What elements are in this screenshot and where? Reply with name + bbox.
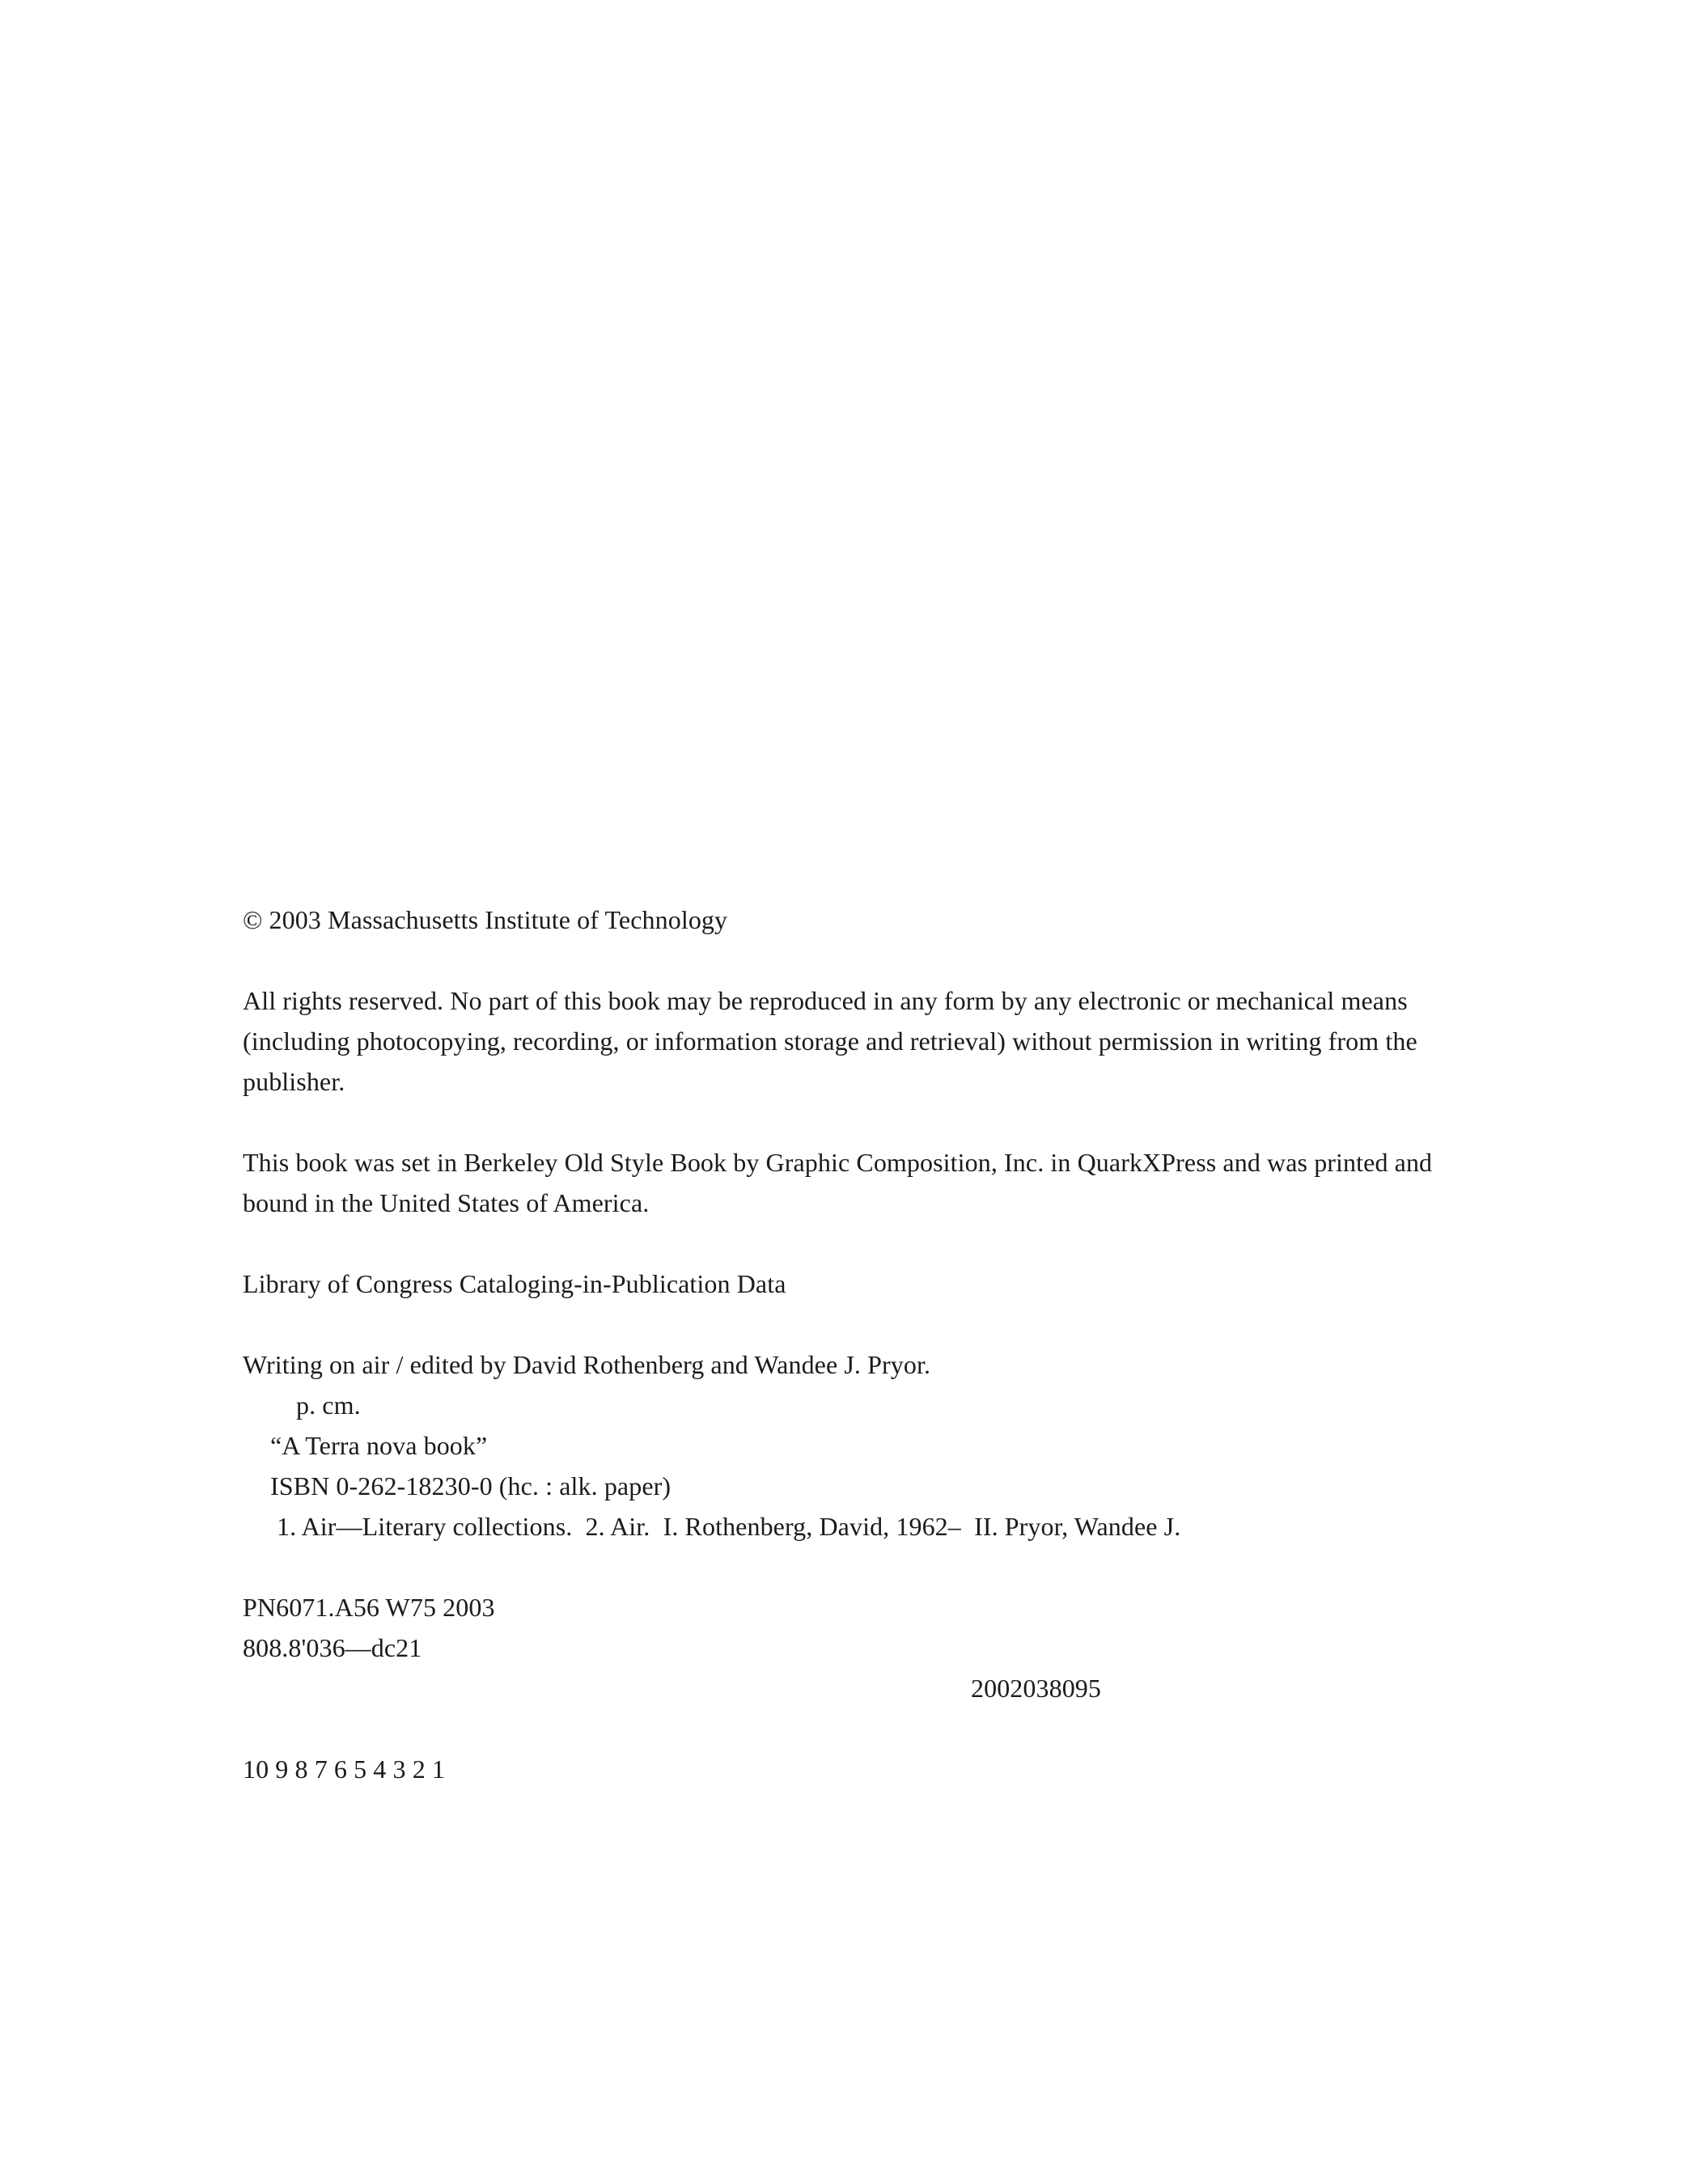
spacer	[243, 940, 1472, 980]
spacer	[243, 1547, 1472, 1587]
dewey-number: 808.8'036—dc21	[243, 1633, 422, 1662]
production-line-1: This book was set in Berkeley Old Style Book by Graphic Composition, Inc. in QuarkXPress and was printed and	[243, 1148, 1433, 1177]
cip-series: “A Terra nova book”	[270, 1431, 488, 1460]
copyright-notice: © 2003 Massachusetts Institute of Technology	[243, 905, 728, 934]
spacer	[243, 1304, 1472, 1344]
lccn: 2002038095	[971, 1674, 1101, 1703]
cip-isbn: ISBN 0-262-18230-0 (hc. : alk. paper)	[270, 1471, 672, 1500]
cip-subjects: 1. Air—Literary collections. 2. Air. I. Rothenberg, David, 1962– II. Pryor, Wandee J.	[277, 1512, 1181, 1541]
spacer	[243, 1708, 1472, 1749]
copyright-text-block	[243, 899, 1472, 1789]
cip-title-line: Writing on air / edited by David Rothenberg and Wandee J. Pryor.	[243, 1350, 931, 1379]
rights-line-3: publisher.	[243, 1067, 345, 1096]
lc-call-number: PN6071.A56 W75 2003	[243, 1593, 495, 1622]
printing-line: 10 9 8 7 6 5 4 3 2 1	[243, 1754, 445, 1784]
spacer	[243, 1102, 1472, 1142]
rights-line-2: (including photocopying, recording, or information storage and retrieval) without permission in writing from the	[243, 1026, 1417, 1056]
rights-line-1: All rights reserved. No part of this book may be reproduced in any form by any electronic or mechanical means	[243, 986, 1408, 1015]
cip-heading: Library of Congress Cataloging-in-Publication Data	[243, 1269, 786, 1298]
spacer	[243, 1223, 1472, 1263]
cip-pagination: p. cm.	[296, 1390, 361, 1420]
production-line-2: bound in the United States of America.	[243, 1188, 650, 1217]
